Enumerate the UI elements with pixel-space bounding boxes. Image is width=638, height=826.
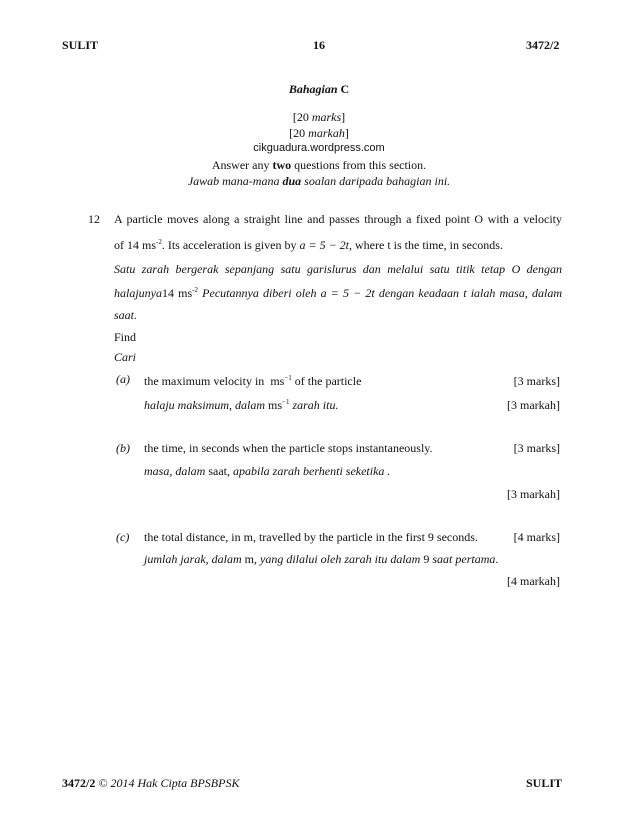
footer-left: 3472/2 © 2014 Hak Cipta BPSBPSK [62, 776, 240, 790]
footer-right: SULIT [526, 776, 563, 790]
question-bm-line-3: saat. [114, 308, 138, 322]
part-b-malay: masa, dalam saat, apabila zarah berhenti seketika . [144, 464, 391, 478]
part-b-label: (b) [116, 441, 130, 455]
part-a-label: (a) [116, 372, 130, 386]
part-c-malay: jumlah jarak, dalam m, yang dilalui oleh zarah itu dalam 9 saat pertama. [144, 552, 499, 566]
marks-malay: [20 markah] [289, 126, 349, 140]
part-c-english: the total distance, in m, travelled by the particle in the first 9 seconds. [144, 530, 478, 544]
section-title: Bahagian C [288, 82, 350, 96]
instruction-english: Answer any two questions from this section. [211, 158, 427, 172]
part-b-marks-malay: [3 markah] [507, 487, 560, 501]
part-a-marks-malay: [3 markah] [507, 398, 560, 412]
part-c-marks-malay: [4 markah] [507, 574, 560, 588]
question-bm-line-2: halajunya14 $ms^{-2}$ Pecutannya diberi oleh a = 5 − 2t dengan keadaan t ialah masa, dalam [114, 286, 563, 300]
question-number: 12 [88, 212, 100, 226]
part-a-marks-english: [3 marks] [513, 374, 560, 388]
watermark-text: cikguadura.wordpress.com [253, 142, 385, 154]
part-b-english: the time, in seconds when the particle stops instantaneously. [144, 441, 433, 455]
part-b-marks-english: [3 marks] [513, 441, 560, 455]
part-c-marks-english: [4 marks] [513, 530, 560, 544]
question-en-line-1: A particle moves along a straight line and passes through a fixed point O with a velocity [114, 212, 562, 226]
header-left: SULIT [62, 38, 99, 52]
find-english: Find [114, 330, 137, 344]
part-c-label: (c) [116, 530, 130, 544]
find-malay: Cari [114, 350, 137, 364]
marks-english: [20 marks] [292, 110, 346, 124]
part-a-english: the maximum velocity in $ms^{-1}$ of the particle [144, 374, 362, 388]
header-right: 3472/2 [526, 38, 560, 52]
question-en-line-2: of 14 $ms^{-2}$. Its acceleration is given by a = 5 − 2t, where t is the time, in seconds. [114, 238, 503, 252]
page-number: 16 [313, 38, 325, 52]
part-a-malay: halaju maksimum, dalam $ms^{-1}$ zarah itu. [144, 398, 339, 412]
question-bm-line-1: Satu zarah bergerak sepanjang satu garislurus dan melalui satu titik tetap O dengan [114, 262, 562, 276]
instruction-malay: Jawab mana-mana dua soalan daripada bahagian ini. [187, 174, 451, 188]
